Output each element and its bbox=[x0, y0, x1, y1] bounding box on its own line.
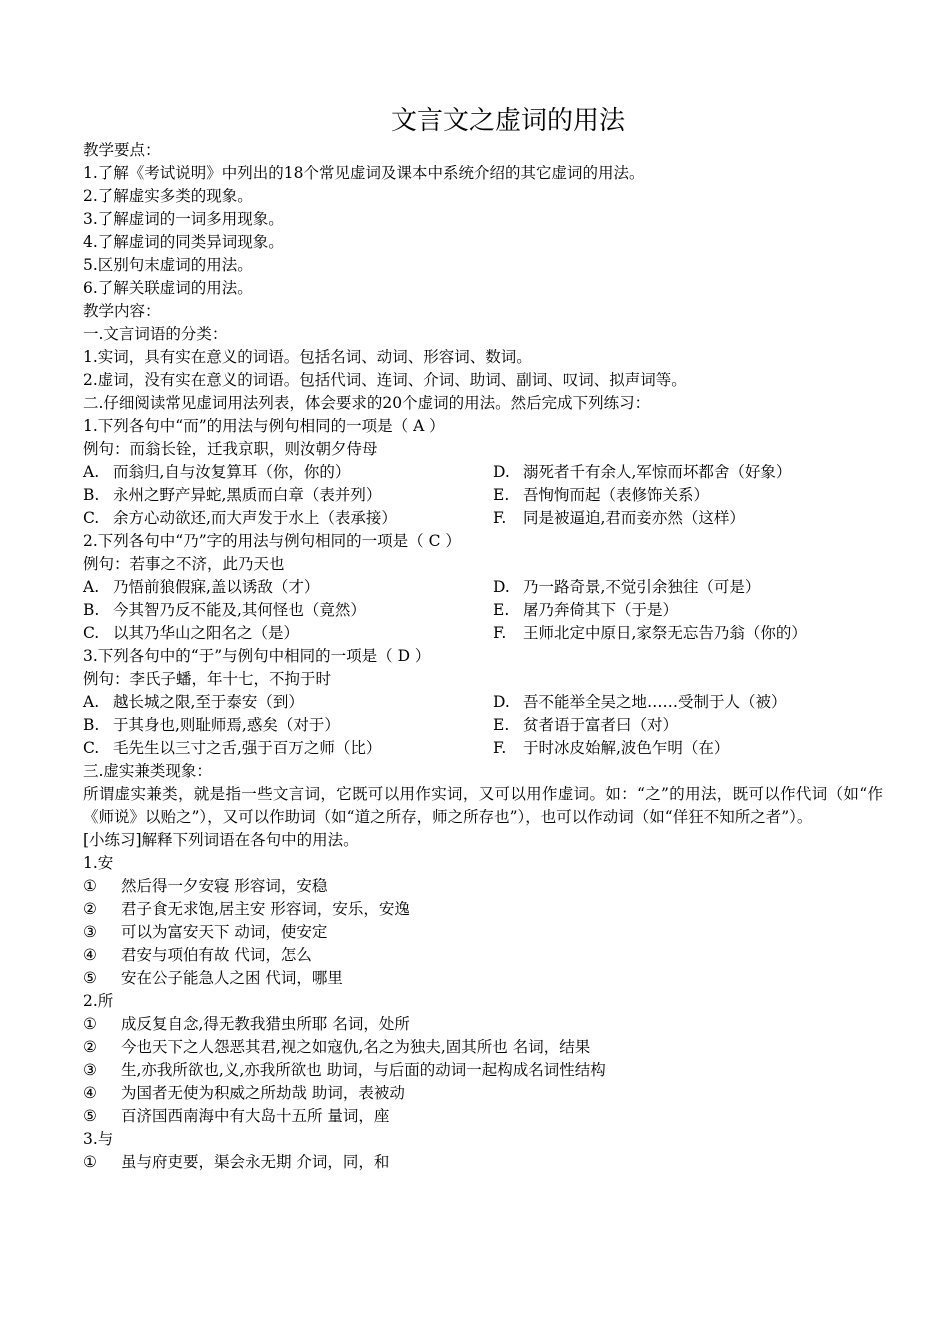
option-key: D. bbox=[493, 578, 510, 596]
option bbox=[83, 484, 493, 507]
list-item bbox=[83, 1036, 883, 1059]
exercise-heading: [小练习]解释下列词语在各句中的用法。 bbox=[83, 831, 359, 849]
option-text: 乃悟前狼假寐,盖以诱敌（才） bbox=[113, 578, 320, 596]
item-text: 然后得一夕安寝 形容词，安稳 bbox=[121, 877, 328, 895]
option-text: 乃一路奇景,不觉引余独往（可是） bbox=[523, 578, 761, 596]
item-number: ③ bbox=[83, 923, 97, 941]
item-number: ④ bbox=[83, 1084, 97, 1102]
option bbox=[83, 507, 493, 530]
option bbox=[493, 691, 883, 714]
goal-line: 2.了解虚实多类的现象。 bbox=[83, 187, 253, 205]
option bbox=[83, 714, 493, 737]
option-key: B. bbox=[83, 601, 100, 619]
option-key: E. bbox=[493, 716, 510, 734]
item-number: ④ bbox=[83, 946, 97, 964]
goals-heading: 教学要点： bbox=[83, 141, 161, 159]
section-paragraph: 所谓虚实兼类，就是指一些文言词，它既可以用作实词，又可以用作虚词。如：“之”的用法，既可以作代词（如“作《师说》以贻之”），又可以作助词（如“道之所存，师之所存也”），也可以作动词（如“佯狂不知所之者”）。 bbox=[83, 785, 883, 826]
list-item bbox=[83, 1082, 883, 1105]
option bbox=[493, 507, 883, 530]
option-text: 贫者语于富者曰（对） bbox=[523, 716, 679, 734]
item-number: ⑤ bbox=[83, 969, 97, 987]
item-number: ① bbox=[83, 1015, 97, 1033]
section-heading: 一.文言词语的分类： bbox=[83, 325, 228, 343]
word-heading: 3.与 bbox=[83, 1130, 114, 1148]
section-heading: 二.仔细阅读常见虚词用法列表，体会要求的20个虚词的用法。然后完成下列练习： bbox=[83, 394, 651, 412]
option-key: F. bbox=[493, 509, 507, 527]
question-example: 例句：若事之不济，此乃天也 bbox=[83, 555, 285, 573]
item-text: 生,亦我所欲也,义,亦我所欲也 助词，与后面的动词一起构成名词性结构 bbox=[121, 1061, 606, 1079]
option-key: E. bbox=[493, 486, 510, 504]
option-key: D. bbox=[493, 463, 510, 481]
item-number: ③ bbox=[83, 1061, 97, 1079]
section-line: 1.实词，具有实在意义的词语。包括名词、动词、形容词、数词。 bbox=[83, 348, 532, 366]
options-grid bbox=[83, 691, 883, 760]
option-key: F. bbox=[493, 739, 507, 757]
item-text: 可以为富安天下 动词，使安定 bbox=[121, 923, 328, 941]
item-text: 今也天下之人怨恶其君,视之如寇仇,名之为独夫,固其所也 名词，结果 bbox=[121, 1038, 591, 1056]
goal-line: 5.区别句末虚词的用法。 bbox=[83, 256, 253, 274]
option-key: C. bbox=[83, 624, 100, 642]
list-item bbox=[83, 967, 883, 990]
option-text: 于时冰皮始解,波色乍明（在） bbox=[523, 739, 730, 757]
option-key: A. bbox=[83, 463, 100, 481]
content-heading: 教学内容： bbox=[83, 302, 161, 320]
item-text: 为国者无使为积威之所劫哉 助词，表被动 bbox=[121, 1084, 405, 1102]
list-item bbox=[83, 1151, 883, 1174]
option-key: E. bbox=[493, 601, 510, 619]
list-item bbox=[83, 1013, 883, 1036]
option bbox=[493, 714, 883, 737]
option-text: 同是被逼迫,君而妾亦然（这样） bbox=[523, 509, 745, 527]
option-text: 溺死者千有余人,军惊而坏都舍（好象） bbox=[523, 463, 792, 481]
list-item bbox=[83, 898, 883, 921]
option-text: 屠乃奔倚其下（于是） bbox=[523, 601, 679, 619]
option-text: 毛先生以三寸之舌,强于百万之师（比） bbox=[113, 739, 382, 757]
option-text: 于其身也,则耻师焉,惑矣（对于） bbox=[113, 716, 340, 734]
question-stem: 3.下列各句中的“于”与例句中相同的一项是（ D ） bbox=[83, 647, 431, 665]
options-grid bbox=[83, 576, 883, 645]
question-example: 例句：而翁长铨，迁我京职，则汝朝夕侍母 bbox=[83, 440, 378, 458]
option bbox=[83, 461, 493, 484]
item-number: ② bbox=[83, 1038, 97, 1056]
item-number: ① bbox=[83, 1153, 97, 1171]
item-text: 百济国西南海中有大岛十五所 量词，座 bbox=[121, 1107, 390, 1125]
option-text: 王师北定中原日,家祭无忘告乃翁（你的） bbox=[523, 624, 807, 642]
list-item bbox=[83, 1105, 883, 1128]
item-number: ② bbox=[83, 900, 97, 918]
item-text: 成反复自念,得无教我猎虫所耶 名词，处所 bbox=[121, 1015, 410, 1033]
list-item bbox=[83, 944, 883, 967]
list-item bbox=[83, 1059, 883, 1082]
option-key: A. bbox=[83, 578, 100, 596]
option-text: 而翁归,自与汝复算耳（你，你的） bbox=[113, 463, 351, 481]
option-key: D. bbox=[493, 693, 510, 711]
option bbox=[493, 599, 883, 622]
option bbox=[83, 599, 493, 622]
option bbox=[83, 622, 493, 645]
page-title: 文言文之虚词的用法 bbox=[390, 106, 625, 136]
list-item bbox=[83, 875, 883, 898]
option-key: F. bbox=[493, 624, 507, 642]
option-text: 越长城之限,至于泰安（到） bbox=[113, 693, 304, 711]
goal-line: 3.了解虚词的一词多用现象。 bbox=[83, 210, 284, 228]
item-text: 安在公子能急人之困 代词，哪里 bbox=[121, 969, 343, 987]
option bbox=[493, 622, 883, 645]
question-stem: 1.下列各句中“而”的用法与例句相同的一项是（ A ） bbox=[83, 417, 445, 435]
section-heading: 三.虚实兼类现象： bbox=[83, 762, 212, 780]
option bbox=[493, 461, 883, 484]
options-grid bbox=[83, 461, 883, 530]
goal-line: 1.了解《考试说明》中列出的18个常见虚词及课本中系统介绍的其它虚词的用法。 bbox=[83, 164, 645, 182]
option bbox=[83, 691, 493, 714]
option-text: 吾恂恂而起（表修饰关系） bbox=[523, 486, 710, 504]
option-key: B. bbox=[83, 486, 100, 504]
option bbox=[493, 484, 883, 507]
option-key: A. bbox=[83, 693, 100, 711]
option-text: 余方心动欲还,而大声发于水上（表承接） bbox=[113, 509, 397, 527]
option bbox=[493, 576, 883, 599]
item-text: 君子食无求饱,居主安 形容词，安乐，安逸 bbox=[121, 900, 410, 918]
list-item bbox=[83, 921, 883, 944]
item-number: ① bbox=[83, 877, 97, 895]
option-key: B. bbox=[83, 716, 100, 734]
goal-line: 4.了解虚词的同类异词现象。 bbox=[83, 233, 284, 251]
option bbox=[493, 737, 883, 760]
option-key: C. bbox=[83, 739, 100, 757]
goal-line: 6.了解关联虚词的用法。 bbox=[83, 279, 253, 297]
item-text: 虽与府吏要，渠会永无期 介词，同，和 bbox=[121, 1153, 390, 1171]
question-example: 例句：李氏子蟠，年十七，不拘于时 bbox=[83, 670, 332, 688]
option-text: 以其乃华山之阳名之（是） bbox=[113, 624, 300, 642]
option-key: C. bbox=[83, 509, 100, 527]
item-number: ⑤ bbox=[83, 1107, 97, 1125]
item-text: 君安与项伯有故 代词，怎么 bbox=[121, 946, 312, 964]
question-stem: 2.下列各句中“乃”字的用法与例句相同的一项是（ C ） bbox=[83, 532, 461, 550]
word-heading: 1.安 bbox=[83, 854, 114, 872]
document-page bbox=[83, 103, 883, 1174]
option-text: 吾不能举全吴之地……受制于人（被） bbox=[523, 693, 787, 711]
word-heading: 2.所 bbox=[83, 992, 114, 1010]
section-line: 2.虚词，没有实在意义的词语。包括代词、连词、介词、助词、副词、叹词、拟声词等。 bbox=[83, 371, 687, 389]
option bbox=[83, 576, 493, 599]
option-text: 永州之野产异蛇,黑质而白章（表并列） bbox=[113, 486, 382, 504]
option-text: 今其智乃反不能及,其何怪也（竟然） bbox=[113, 601, 366, 619]
option bbox=[83, 737, 493, 760]
